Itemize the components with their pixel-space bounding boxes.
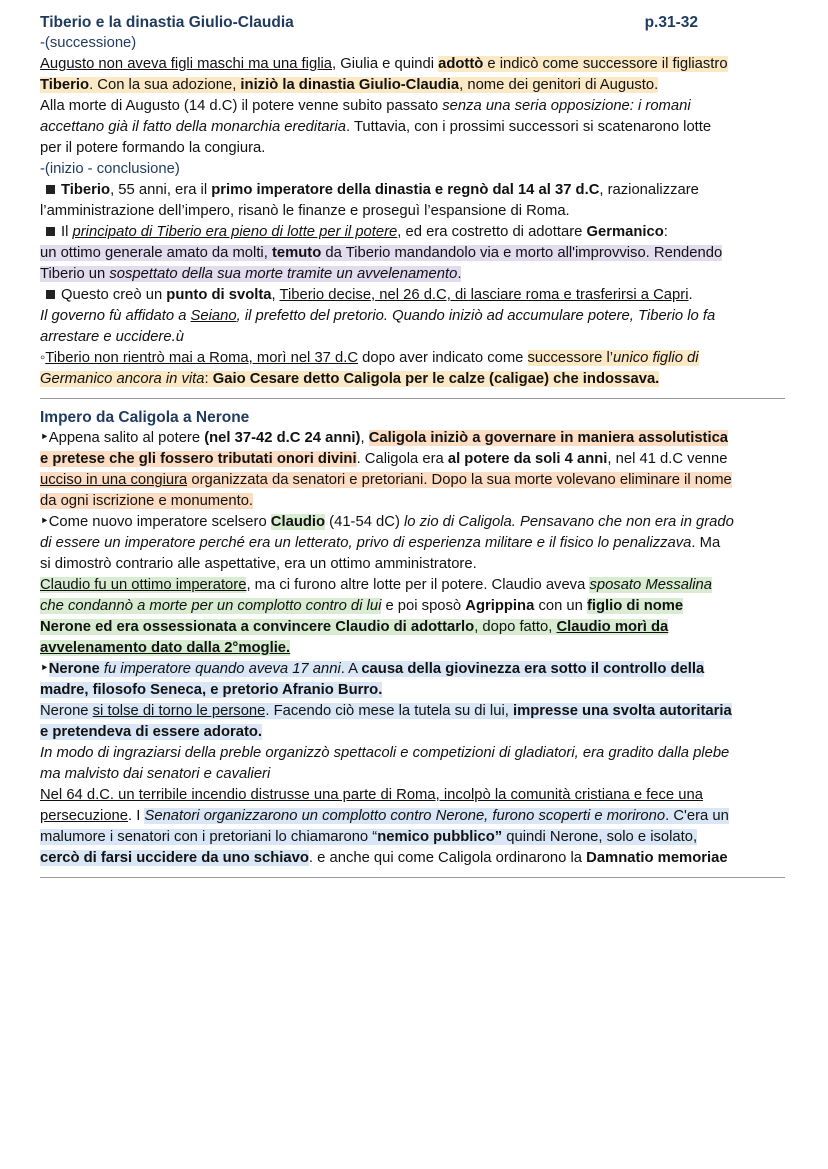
section-heading: Impero da Caligola a Nerone: [40, 409, 250, 426]
text-line: ma malvisto dai senatori e cavalieri: [40, 766, 271, 782]
text-line: e pretendeva di essere adorato.: [40, 724, 263, 740]
text-line: arrestare e uccidere.ù: [40, 329, 184, 345]
text-line: Nel 64 d.C. un terribile incendio distrusse una parte di Roma, incolpò la comunità cristiana e fece una: [40, 787, 703, 803]
text-line: ‣Nerone fu imperatore quando aveva 17 anni. A causa della giovinezza era sotto il controllo della: [40, 661, 705, 677]
bullet-line: Questo creò un punto di svolta, Tiberio decise, nel 26 d.C, di lasciare roma e trasferirsi a Capri.: [40, 285, 788, 306]
text-line: ‣Come nuovo imperatore scelsero Claudio (41-54 dC) lo zio di Caligola. Pensavano che non era in grado: [40, 514, 734, 530]
text-line: Germanico ancora in vita: Gaio Cesare detto Caligola per le calze (caligae) che indossava.: [40, 371, 660, 387]
text-line: da ogni iscrizione e monumento.: [40, 493, 254, 509]
text-line: Nerone ed era ossessionata a convincere Claudio di adottarlo, dopo fatto, Claudio morì da: [40, 619, 669, 635]
square-bullet-icon: [46, 290, 55, 299]
text-line: Alla morte di Augusto (14 d.C) il potere venne subito passato senza una seria opposizione: i romani: [40, 98, 691, 114]
page-range: p.31-32: [644, 14, 698, 31]
text-line: madre, filosofo Seneca, e pretorio Afranio Burro.: [40, 682, 383, 698]
text-line: avvelenamento dato dalla 2°moglie.: [40, 640, 291, 656]
text-line: Il governo fù affidato a Seiano, il prefetto del pretorio. Quando iniziò ad accumulare potere, Tiberio lo fa: [40, 308, 716, 324]
text-line: ucciso in una congiura organizzata da senatori e pretoriani. Dopo la sua morte volevano eliminare il nome: [40, 472, 732, 488]
text-line: persecuzione. I Senatori organizzarono un complotto contro Nerone, furono scoperti e morirono. C'era un: [40, 808, 729, 824]
text-line: che condannò a morte per un complotto contro di lui e poi sposò Agrippina con un figlio di nome: [40, 598, 684, 614]
text-line: si dimostrò contrario alle aspettative, era un ottimo amministratore.: [40, 556, 477, 572]
subheading-successione: -(successione): [40, 35, 137, 51]
text-line: di essere un imperatore perché era un letterato, privo di esperienza militare e il fisico lo penalizzava. Ma: [40, 535, 721, 551]
text-line: Tiberio. Con la sua adozione, iniziò la dinastia Giulio-Claudia, nome dei genitori di Augusto.: [40, 77, 659, 93]
text-line: ‣Appena salito al potere (nel 37-42 d.C 24 anni), Caligola iniziò a governare in maniera assolutistica: [40, 430, 729, 446]
section-divider: [40, 398, 785, 399]
text-line: l’amministrazione dell’impero, risanò le finanze e proseguì l’espansione di Roma.: [40, 203, 570, 219]
text-line: Claudio fu un ottimo imperatore, ma ci furono altre lotte per il potere. Claudio aveva sposato Messalina: [40, 577, 712, 593]
text-line: Augusto non aveva figli maschi ma una figlia, Giulia e quindi adottò e indicò come successore il figliastro: [40, 56, 728, 72]
bullet-line: Il principato di Tiberio era pieno di lotte per il potere, ed era costretto di adottare Germanico:: [40, 222, 788, 243]
square-bullet-icon: [46, 185, 55, 194]
section-title: Tiberio e la dinastia Giulio-Claudia: [40, 14, 294, 31]
text-line: malumore i senatori con i pretoriani lo chiamarono “nemico pubblico” quindi Nerone, solo e isolato,: [40, 829, 698, 845]
text-line: un ottimo generale amato da molti, temuto da Tiberio mandandolo via e morto all'improvviso. Rendendo: [40, 245, 723, 261]
header-row: [40, 12, 698, 33]
subheading-inizio-conclusione: -(inizio - conclusione): [40, 161, 180, 177]
text-line: Tiberio un sospettato della sua morte tramite un avvelenamento.: [40, 266, 462, 282]
bullet-line: Tiberio, 55 anni, era il primo imperatore della dinastia e regnò dal 14 al 37 d.C, razionalizzare: [40, 180, 788, 201]
section-divider: [40, 877, 785, 878]
text-line: per il potere formando la congiura.: [40, 140, 266, 156]
square-bullet-icon: [46, 227, 55, 236]
text-line: ◦Tiberio non rientrò mai a Roma, morì nel 37 d.C dopo aver indicato come successore l’unico figlio di: [40, 350, 699, 366]
text-line: e pretese che gli fossero tributati onori divini. Caligola era al potere da soli 4 anni, nel 41 d.C venne: [40, 451, 728, 467]
text-line: Nerone si tolse di torno le persone. Facendo ciò mese la tutela su di lui, impresse una svolta autoritaria: [40, 703, 732, 719]
text-line: accettano già il fatto della monarchia ereditaria. Tuttavia, con i prossimi successori si scatenarono lotte: [40, 119, 712, 135]
text-line: cercò di farsi uccidere da uno schiavo. e anche qui come Caligola ordinarono la Damnatio memoriae: [40, 850, 728, 866]
text-line: In modo di ingraziarsi della preble organizzò spettacoli e competizioni di gladiatori, era gradito dalla plebe: [40, 745, 730, 761]
